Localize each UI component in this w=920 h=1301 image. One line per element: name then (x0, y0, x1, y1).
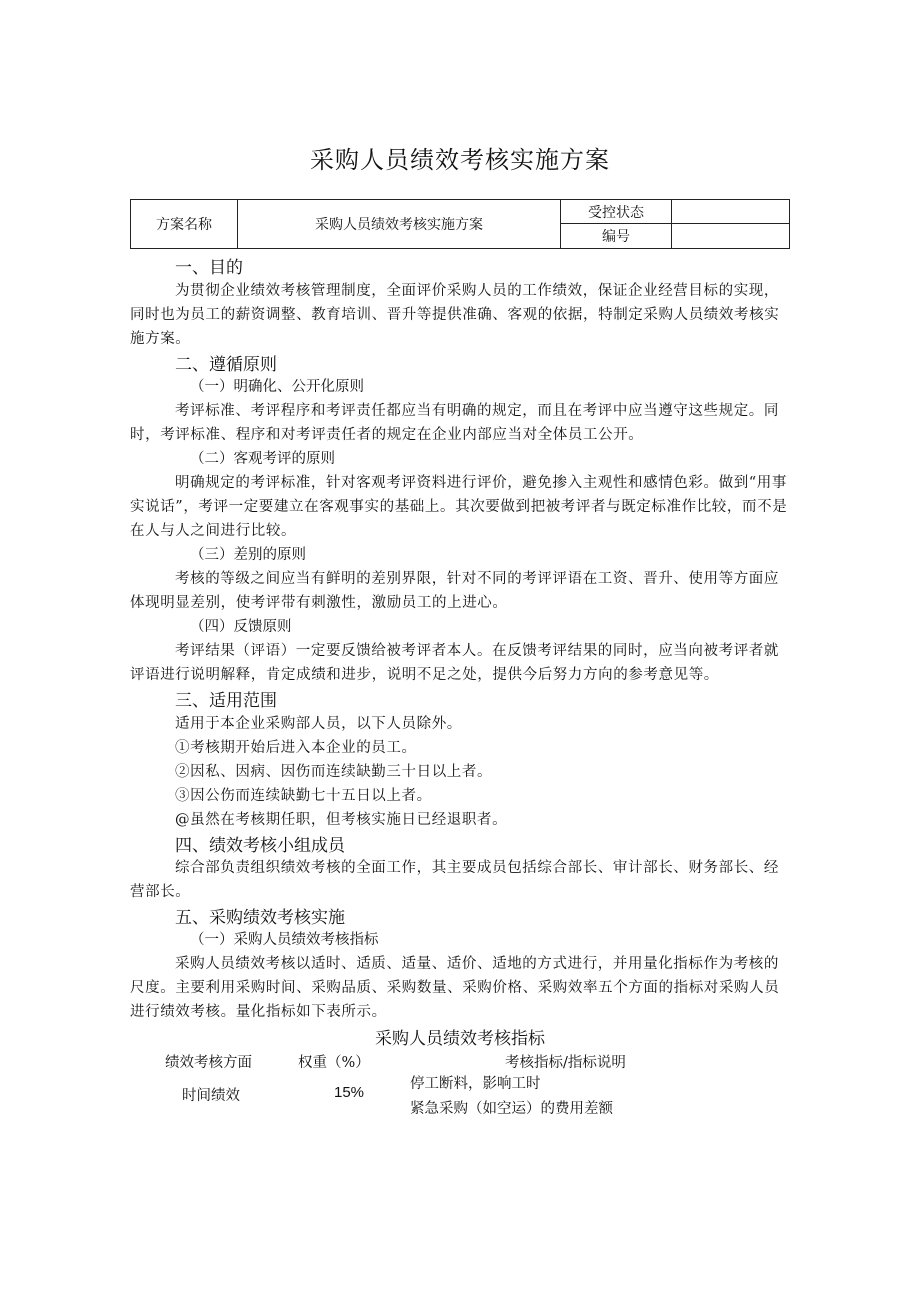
metrics-row-weight: 15% (334, 1084, 365, 1101)
section-2-heading: 二、遵循原则 (175, 355, 277, 375)
metrics-col-aspect: 绩效考核方面 (165, 1055, 252, 1071)
section-3-item-4: @虽然在考核期任职，但考核实施日已经退职者。 (175, 812, 508, 828)
section-3-intro: 适用于本企业采购部人员，以下人员除外。 (175, 716, 462, 732)
section-2-sub-4: （四）反馈原则 (190, 619, 292, 635)
section-3-item-1: ①考核期开始后进入本企业的员工。 (175, 740, 417, 756)
page-title: 采购人员绩效考核实施方案 (310, 146, 610, 174)
number-value (672, 224, 790, 249)
metrics-row-indicator-2: 紧急采购（如空运）的费用差额 (410, 1101, 613, 1117)
section-1-paragraph: 为贯彻企业绩效考核管理制度，全面评价采购人员的工作绩效，保证企业经营目标的实现，同时也为员工的薪资调整、教育培训、晋升等提供准确、客观的依据，特制定采购人员绩效考核实施方案。 (130, 283, 780, 347)
section-2-body-3 (130, 567, 793, 615)
section-2-body-1 (130, 399, 793, 447)
section-4-body (130, 856, 793, 904)
section-2-sub-1: （一）明确化、公开化原则 (190, 379, 364, 395)
scheme-name-label: 方案名称 (131, 200, 238, 249)
section-4-heading: 四、绩效考核小组成员 (175, 836, 345, 856)
scheme-name-value: 采购人员绩效考核实施方案 (238, 200, 561, 249)
metrics-col-indicator: 考核指标/指标说明 (505, 1055, 626, 1071)
section-4-paragraph: 综合部负责组织绩效考核的全面工作，其主要成员包括综合部长、审计部长、财务部长、经营部长。 (130, 860, 779, 900)
section-2-sub-3: （三）差别的原则 (190, 547, 306, 563)
controlled-status-label: 受控状态 (561, 200, 672, 224)
section-2-paragraph-2: 明确规定的考评标准，针对客观考评资料进行评价，避免掺入主观性和感情色彩。做到“用事实说话”，考评一定要建立在客观事实的基础上。其次要做到把被考评者与既定标准作比较，而不是在人与人之间进行比较。 (130, 475, 788, 539)
metrics-row-aspect: 时间绩效 (182, 1088, 240, 1104)
section-2-paragraph-1: 考评标准、考评程序和考评责任都应当有明确的规定，而且在考评中应当遵守这些规定。同时，考评标准、程序和对考评责任者的规定在企业内部应当对全体员工公开。 (130, 403, 779, 443)
controlled-status-value (672, 200, 790, 224)
metrics-table-title: 采购人员绩效考核指标 (375, 1029, 545, 1049)
section-2-paragraph-4: 考评结果（评语）一定要反馈给被考评者本人。在反馈考评结果的同时，应当向被考评者就评语进行说明解释，肯定成绩和进步，说明不足之处，提供今后努力方向的参考意见等。 (130, 643, 779, 683)
section-3-item-3: ③因公伤而连续缺勤七十五日以上者。 (175, 788, 432, 804)
section-1-body (130, 279, 793, 351)
number-label: 编号 (561, 224, 672, 249)
section-2-body-2 (130, 471, 793, 543)
section-5-body (130, 952, 793, 1024)
section-2-paragraph-3: 考核的等级之间应当有鲜明的差别界限，针对不同的考评评语在工资、晋升、使用等方面应体现明显差别，使考评带有刺激性，激励员工的上进心。 (130, 571, 779, 611)
section-5-paragraph: 采购人员绩效考核以适时、适质、适量、适价、适地的方式进行，并用量化指标作为考核的尺度。主要利用采购时间、采购品质、采购数量、采购价格、采购效率五个方面的指标对采购人员进行绩效考核。量化指标如下表所示。 (130, 956, 780, 1020)
section-3-heading: 三、适用范围 (175, 691, 277, 711)
metrics-row-indicator-1: 停工断料，影响工时 (410, 1076, 541, 1092)
section-2-sub-2: （二）客观考评的原则 (190, 451, 335, 467)
section-5-sub-1: （一）采购人员绩效考核指标 (190, 932, 379, 948)
section-5-heading: 五、采购绩效考核实施 (175, 908, 345, 928)
section-3-item-2: ②因私、因病、因伤而连续缺勤三十日以上者。 (175, 764, 493, 780)
section-1-heading: 一、目的 (175, 258, 243, 278)
section-2-body-4 (130, 639, 793, 687)
metrics-col-weight: 权重（%） (298, 1055, 370, 1071)
header-info-table (130, 199, 790, 249)
